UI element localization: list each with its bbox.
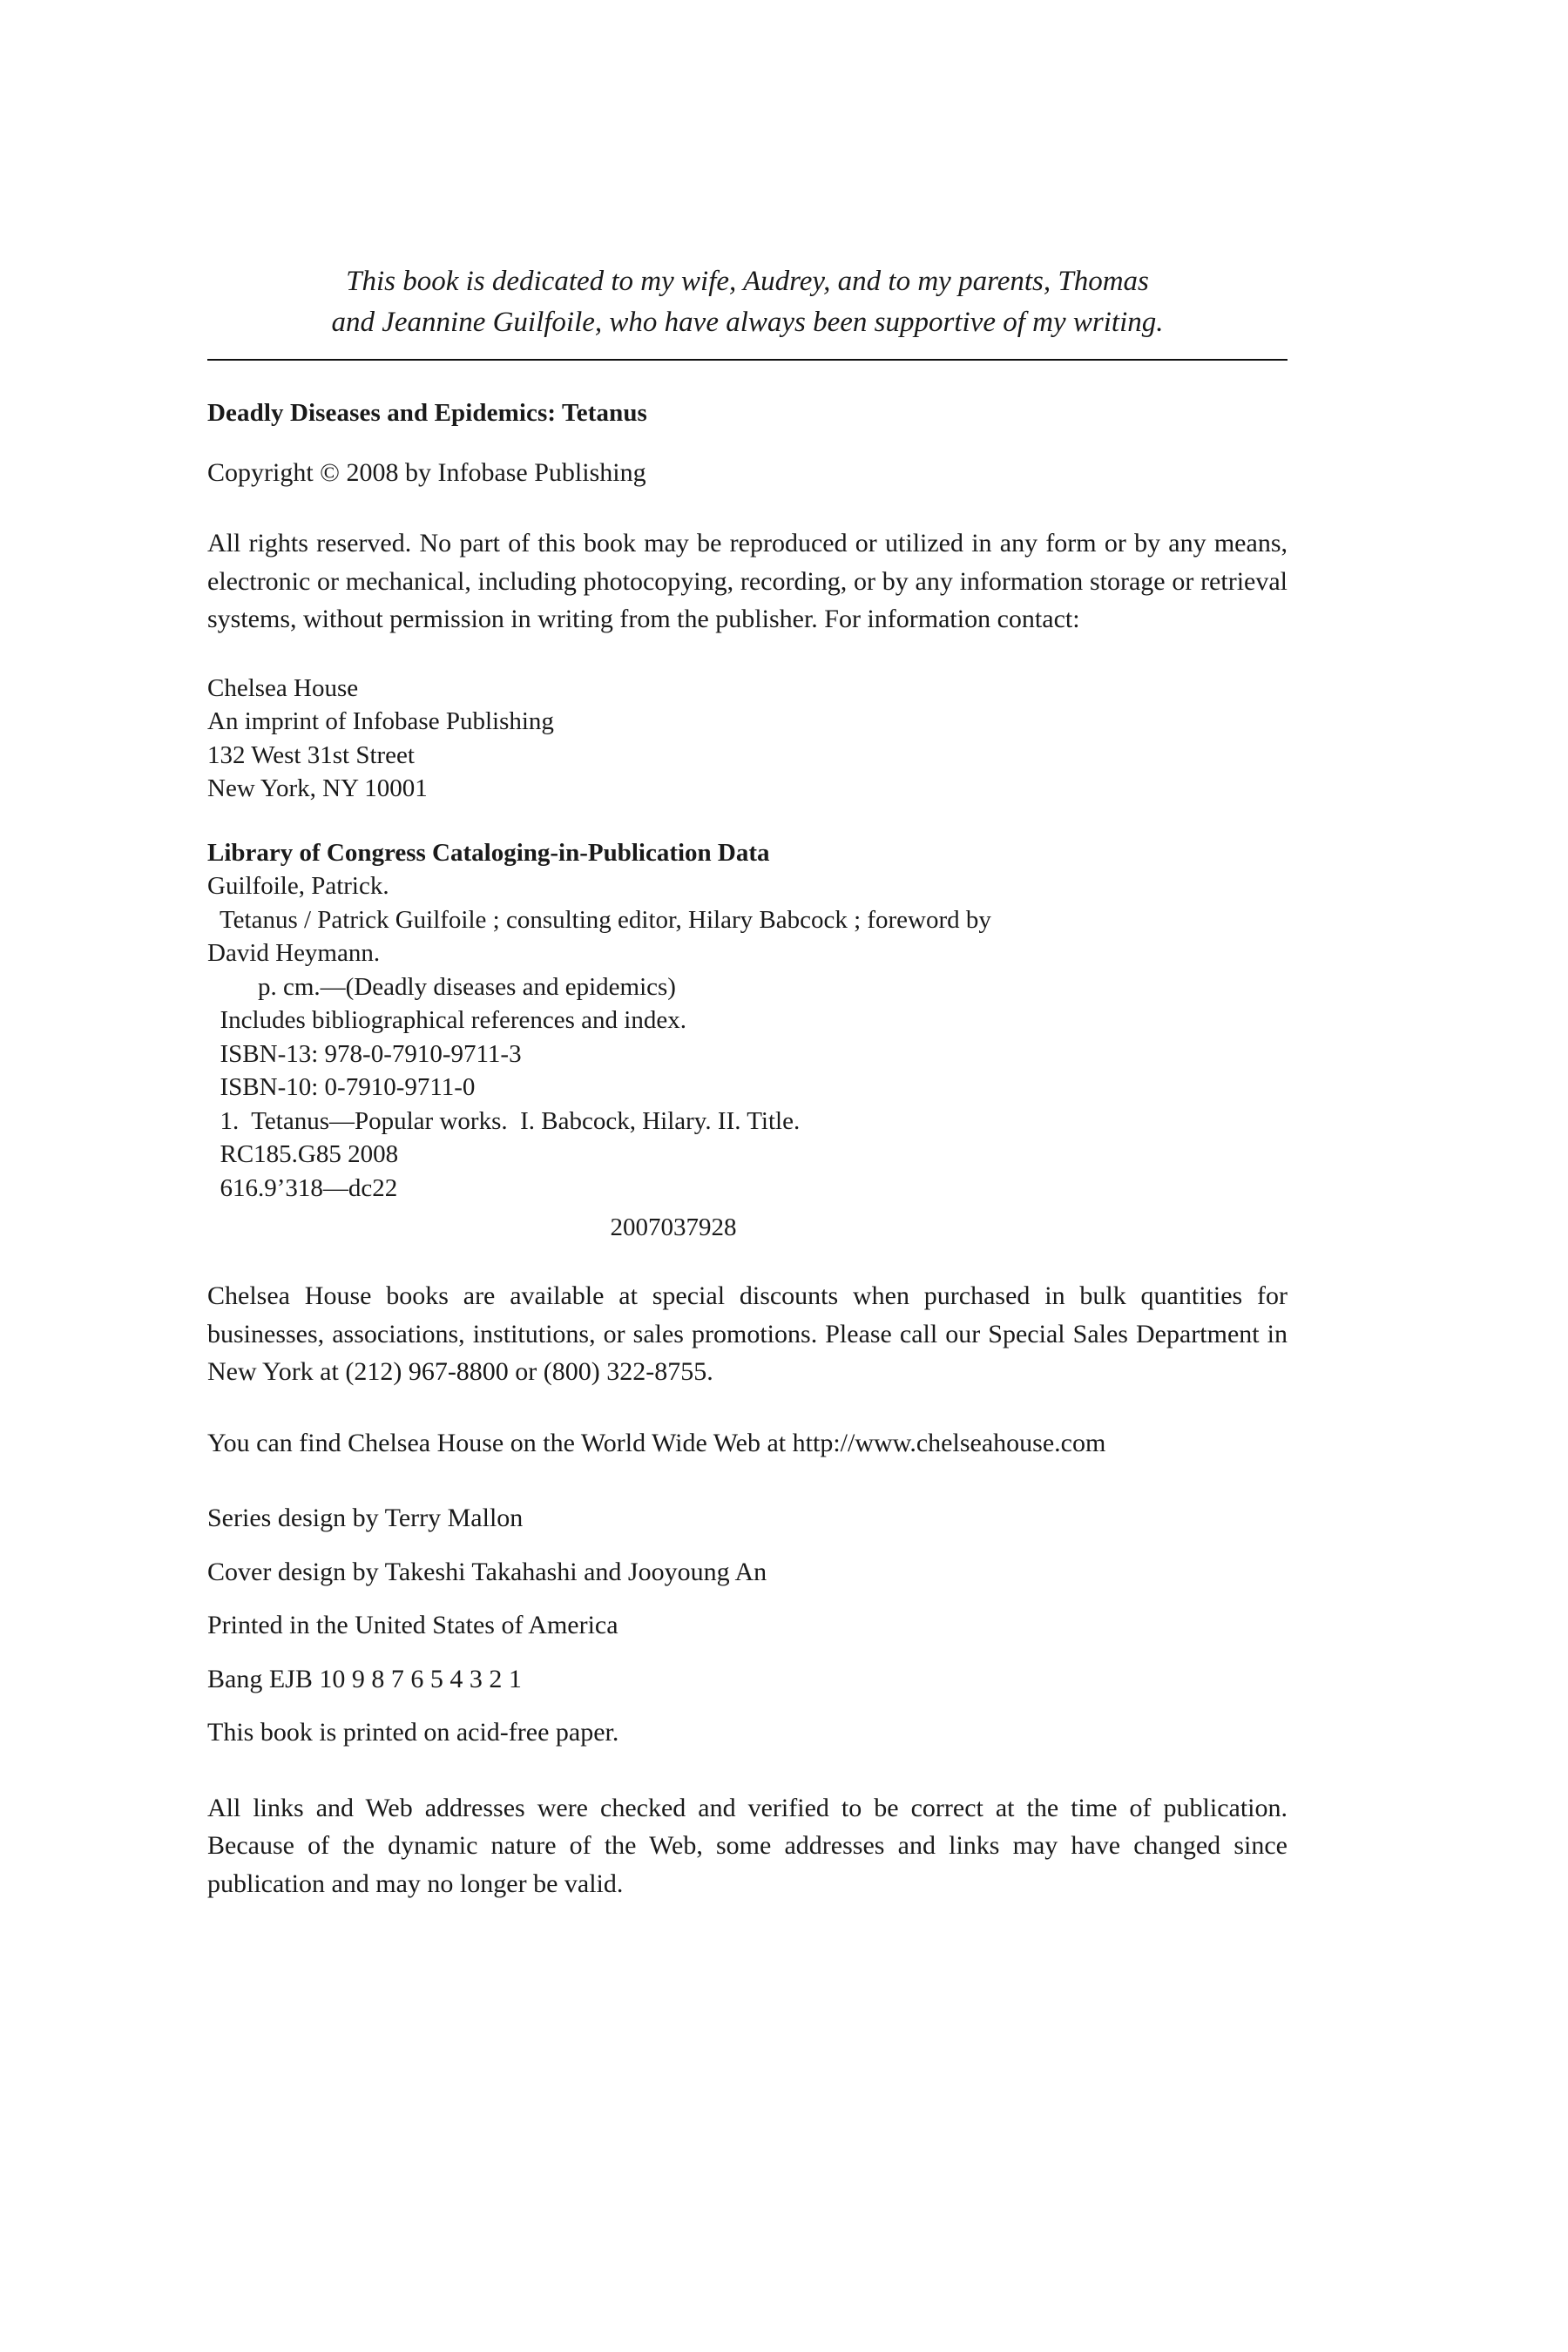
- dedication-line-2: and Jeannine Guilfoile, who have always been supportive of my writing.: [331, 306, 1164, 338]
- loc-call-number: RC185.G85 2008: [207, 1140, 399, 1169]
- dedication-block: [207, 261, 1288, 361]
- loc-isbn-10: ISBN-10: 0-7910-9711-0: [207, 1073, 476, 1102]
- loc-line-1: Guilfoile, Patrick.: [207, 871, 389, 900]
- web-note: You can find Chelsea House on the World Wide Web at http://www.chelseahouse.com: [207, 1428, 1106, 1457]
- bulk-sales-note: Chelsea House books are available at special discounts when purchased in bulk quantities for businesses, associations, institutions, or sales promotions. Please call our Special Sales Department in New York at (212) 967-8800 or (800) 322-8755.: [207, 1281, 1288, 1387]
- loc-line-5: Includes bibliographical references and index.: [207, 1006, 686, 1035]
- series-title-block: [207, 399, 1288, 428]
- loc-cip-block: [207, 839, 1288, 1244]
- dedication-line-1: This book is dedicated to my wife, Audrey, and to my parents, Thomas: [346, 266, 1149, 297]
- rights-block: [207, 524, 1288, 639]
- loc-line-3: David Heymann.: [207, 939, 381, 968]
- printed-in-credit: Printed in the United States of America: [207, 1611, 618, 1640]
- links-note: All links and Web addresses were checked and verified to be correct at the time of publication. Because of the dynamic nature of the Web, some addresses and links may have changed since publication and may no longer be valid.: [207, 1793, 1288, 1898]
- publisher-name: Chelsea House: [207, 673, 359, 702]
- publisher-imprint: An imprint of Infobase Publishing: [207, 707, 554, 736]
- credits-block: [207, 1502, 1288, 1749]
- links-note-block: [207, 1789, 1288, 1903]
- loc-heading: Library of Congress Cataloging-in-Publication Data: [207, 838, 770, 867]
- web-block: [207, 1424, 1288, 1463]
- series-title: Deadly Diseases and Epidemics: Tetanus: [207, 398, 647, 427]
- publisher-street: 132 West 31st Street: [207, 740, 415, 769]
- printing-number-line: Bang EJB 10 9 8 7 6 5 4 3 2 1: [207, 1664, 522, 1693]
- loc-line-2: Tetanus / Patrick Guilfoile ; consulting editor, Hilary Babcock ; foreword by: [207, 905, 991, 934]
- publisher-city: New York, NY 10001: [207, 774, 428, 803]
- copyright-block: [207, 454, 1288, 492]
- copyright-notice: Copyright © 2008 by Infobase Publishing: [207, 457, 646, 487]
- acid-free-note: This book is printed on acid-free paper.: [207, 1718, 619, 1747]
- bulk-sales-block: [207, 1277, 1288, 1391]
- loc-control-number: 2007037928: [610, 1213, 737, 1241]
- loc-line-4: p. cm.—(Deadly diseases and epidemics): [207, 972, 676, 1001]
- rights-statement: All rights reserved. No part of this book may be reproduced or utilized in any form or by any means, electronic or mechanical, including photocopying, recording, or by any information storage or retrieval systems, without permission in writing from the publisher. For information contact:: [207, 529, 1288, 634]
- series-design-credit: Series design by Terry Mallon: [207, 1504, 524, 1533]
- publisher-address-block: [207, 672, 1288, 806]
- cover-design-credit: Cover design by Takeshi Takahashi and Jooyoung An: [207, 1557, 767, 1586]
- loc-subject-headings: 1. Tetanus—Popular works. I. Babcock, Hilary. II. Title.: [207, 1106, 801, 1135]
- loc-dewey: 616.9’318—dc22: [207, 1174, 398, 1203]
- page-content: [207, 261, 1288, 1936]
- loc-isbn-13: ISBN-13: 978-0-7910-9711-3: [207, 1039, 522, 1068]
